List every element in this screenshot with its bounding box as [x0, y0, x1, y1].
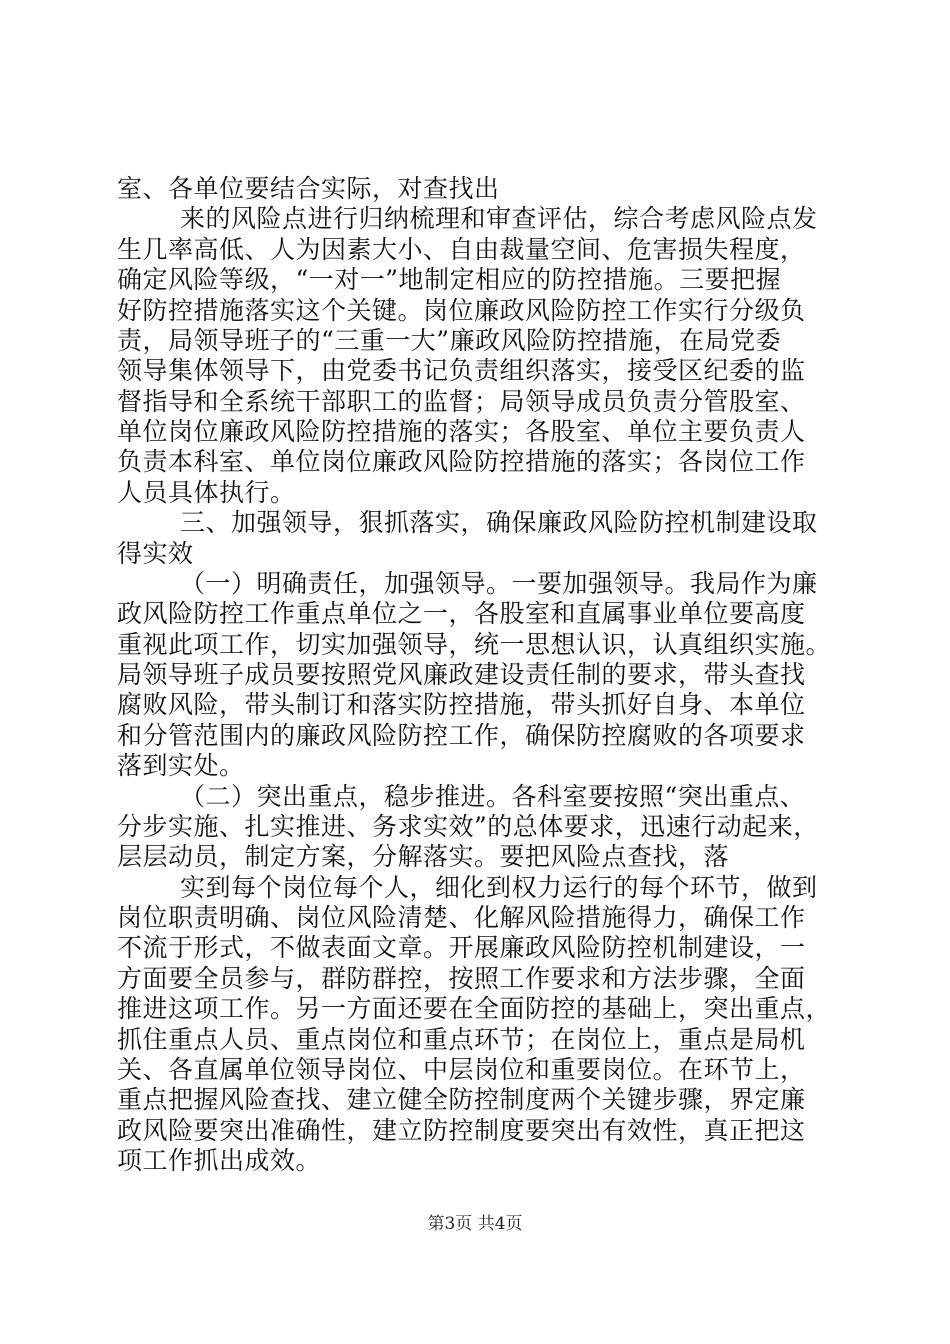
text-line: 单位岗位廉政风险防控措施的落实；各股室、单位主要负责人: [117, 417, 806, 446]
text-line: 负责本科室、单位岗位廉政风险防控措施的落实；各岗位工作: [117, 447, 806, 476]
text-line: 政风险要突出准确性，建立防控制度要突出有效性，真正把这: [117, 1116, 806, 1145]
text-line: 来的风险点进行归纳梳理和审查评估，综合考虑风险点发: [180, 204, 818, 233]
text-line: 层层动员，制定方案，分解落实。要把风险点查找，落: [117, 842, 730, 871]
text-line: 分步实施、扎实推进、务求实效”的总体要求，迅速行动起来，: [117, 812, 819, 841]
page-number-footer: 第3页 共4页: [427, 1214, 523, 1234]
text-line: （二）突出重点，稳步推进。各科室要按照“突出重点、: [180, 782, 806, 811]
text-line: 方面要全员参与，群防群控，按照工作要求和方法步骤，全面: [117, 964, 806, 993]
text-line: 腐败风险，带头制订和落实防控措施，带头抓好自身、本单位: [117, 690, 806, 719]
text-line: 责，局领导班子的“三重一大”廉政风险防控措施，在局党委: [117, 326, 782, 355]
text-line: 重视此项工作，切实加强领导，统一思想认识，认真组织实施。: [117, 630, 832, 659]
text-line: 局领导班子成员要按照党风廉政建设责任制的要求，带头查找: [117, 660, 806, 689]
text-line: 重点把握风险查找、建立健全防控制度两个关键步骤，界定廉: [117, 1085, 806, 1114]
text-line: 好防控措施落实这个关键。岗位廉政风险防控工作实行分级负: [117, 296, 806, 325]
text-line: 室、各单位要结合实际，对查找出: [117, 174, 500, 203]
text-line: 人员具体执行。: [117, 478, 296, 507]
text-line: 抓住重点人员、重点岗位和重点环节；在岗位上，重点是局机: [117, 1025, 806, 1054]
section-heading: 三、加强领导，狠抓落实，确保廉政风险防控机制建设取: [180, 508, 818, 537]
text-line: 落到实处。: [117, 751, 245, 780]
text-line: 推进这项工作。另一方面还要在全面防控的基础上，突出重点，: [117, 994, 832, 1023]
text-line: 政风险防控工作重点单位之一，各股室和直属事业单位要高度: [117, 599, 806, 628]
text-line: 岗位职责明确、岗位风险清楚、化解风险措施得力，确保工作: [117, 903, 806, 932]
text-line: 关、各直属单位领导岗位、中层岗位和重要岗位。在环节上，: [117, 1055, 806, 1084]
text-line: 和分管范围内的廉政风险防控工作，确保防控腐败的各项要求: [117, 721, 806, 750]
text-line: （一）明确责任，加强领导。一要加强领导。我局作为廉: [180, 569, 818, 598]
text-line: 项工作抓出成效。: [117, 1146, 322, 1175]
text-line: 确定风险等级，“一对一”地制定相应的防控措施。三要把握: [117, 265, 782, 294]
text-line: 不流于形式，不做表面文章。开展廉政风险防控机制建设，一: [117, 933, 806, 962]
section-heading: 得实效: [117, 539, 194, 568]
text-line: 实到每个岗位每个人，细化到权力运行的每个环节，做到: [180, 873, 818, 902]
text-line: 督指导和全系统干部职工的监督；局领导成员负责分管股室、: [117, 387, 806, 416]
text-line: 领导集体领导下，由党委书记负责组织落实，接受区纪委的监: [117, 356, 806, 385]
text-line: 生几率高低、人为因素大小、自由裁量空间、危害损失程度，: [117, 235, 806, 264]
